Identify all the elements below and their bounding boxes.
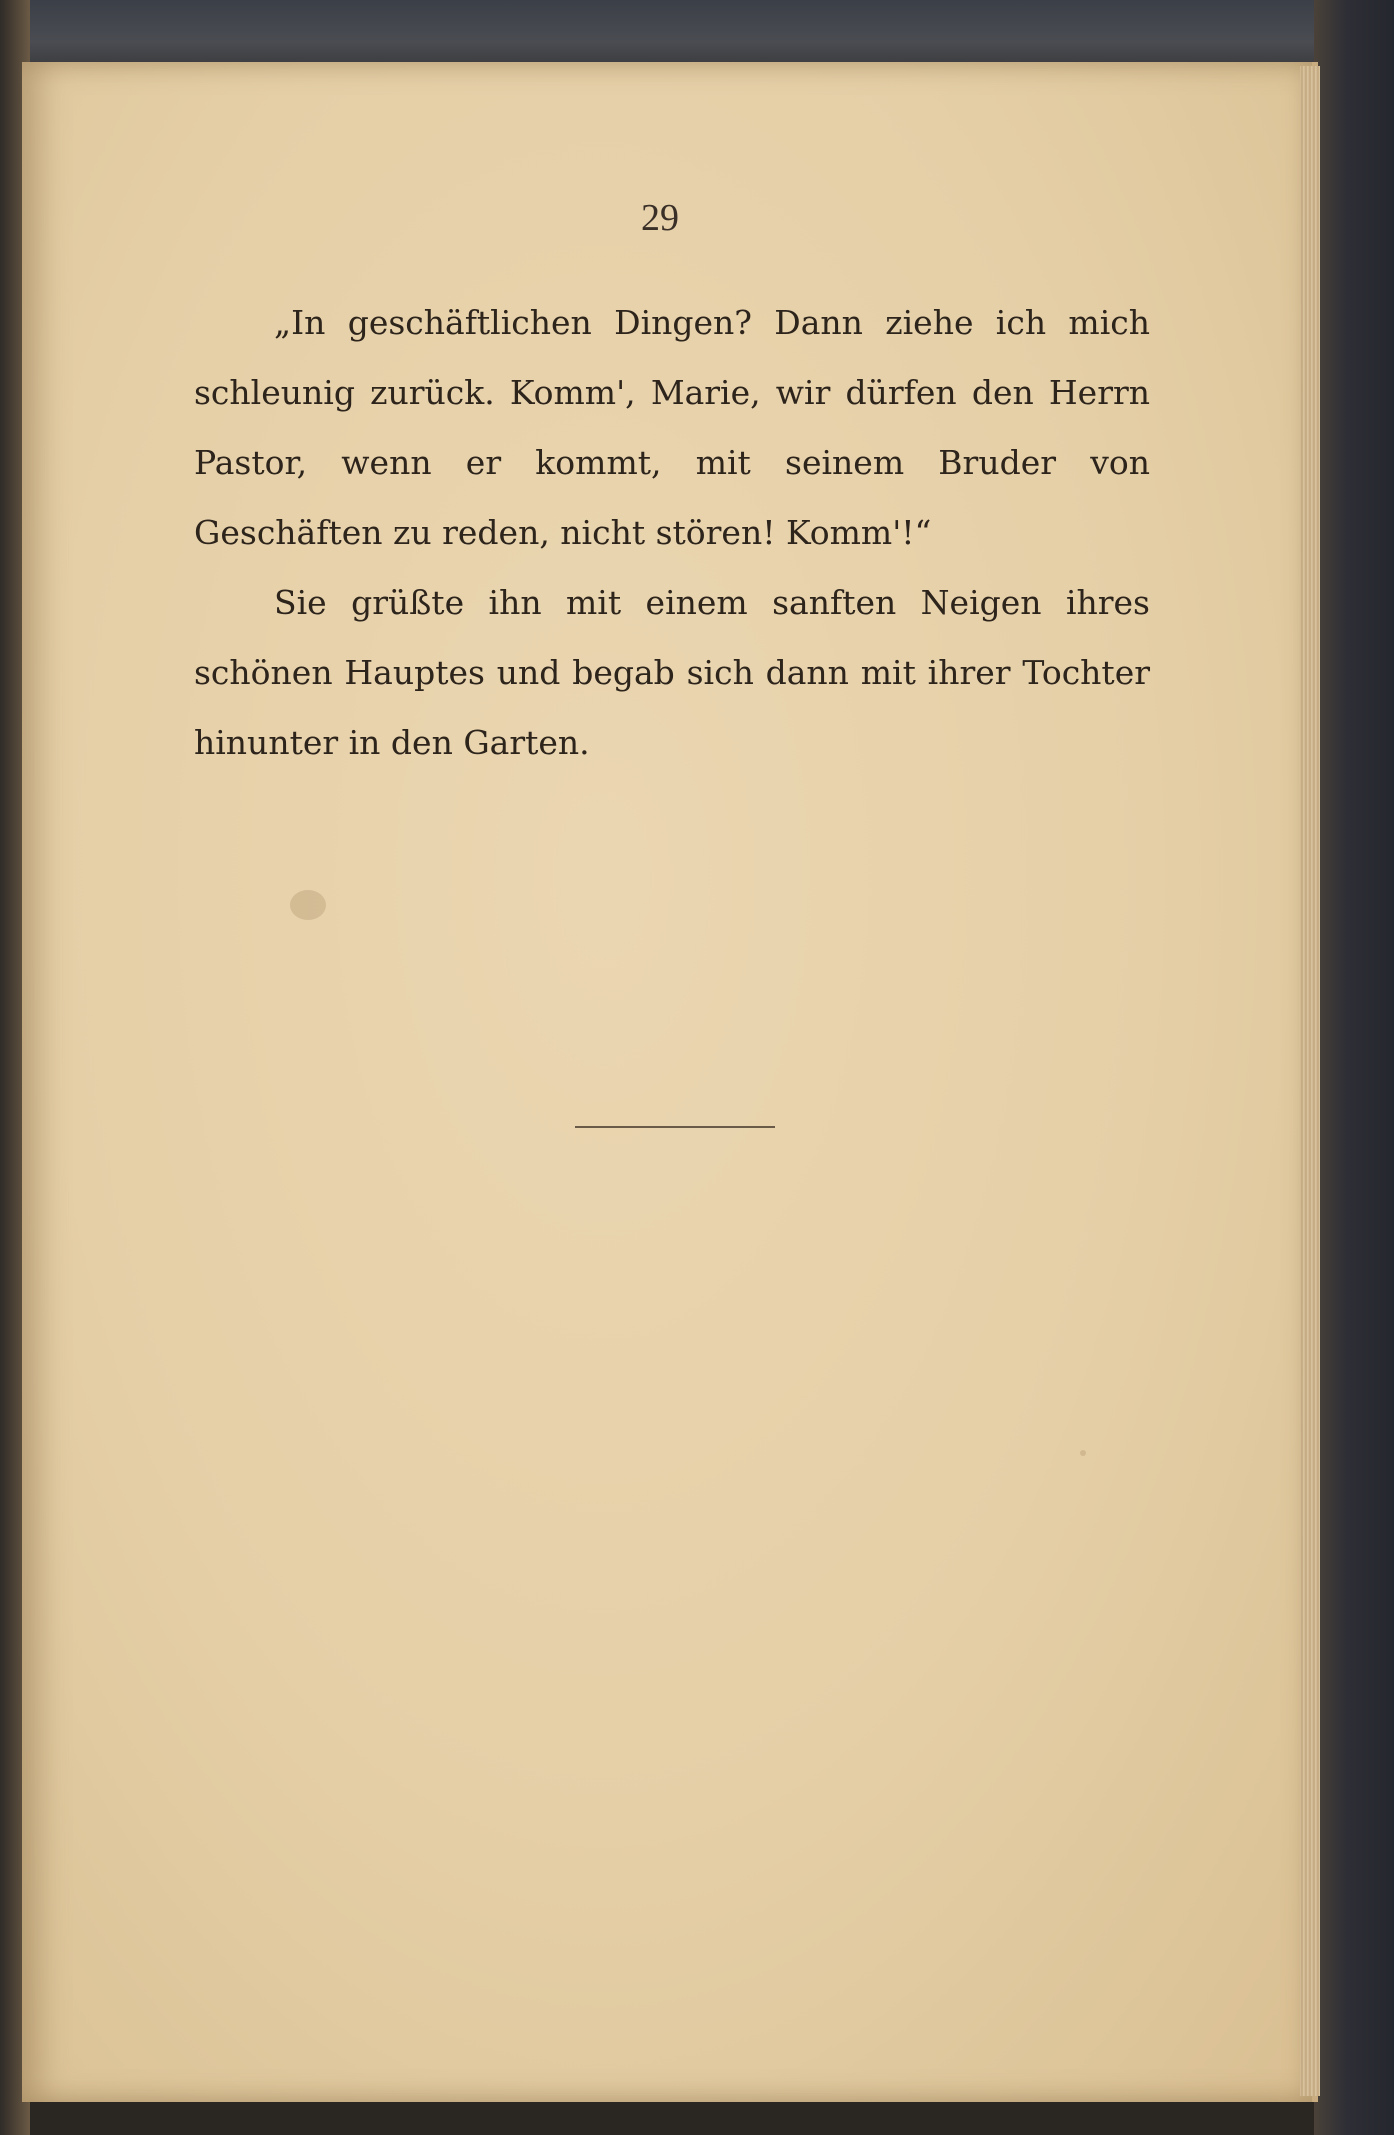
paragraph-1: „In geschäftlichen Dingen? Dann ziehe ich mich schleunig zurück. Komm', Marie, wir dürfen den Herrn Pastor, wenn er kommt, mit seinem Bruder von Geschäften zu reden, nicht stören! Komm'!“: [194, 303, 1150, 552]
body-text: [194, 288, 1150, 778]
page-number: 29: [641, 197, 679, 239]
paragraph-2: Sie grüßte ihn mit einem sanften Neigen ihres schönen Hauptes und begab sich dann mit ihrer Tochter hinunter in den Garten.: [194, 583, 1150, 762]
book-cover-top-edge: [0, 0, 1394, 70]
paper-stain: [290, 890, 326, 920]
section-divider: [575, 1126, 775, 1128]
page-edges: [1300, 66, 1320, 2096]
paper-speck: [1080, 1450, 1086, 1456]
book-cover-right-edge: [1314, 0, 1394, 2135]
